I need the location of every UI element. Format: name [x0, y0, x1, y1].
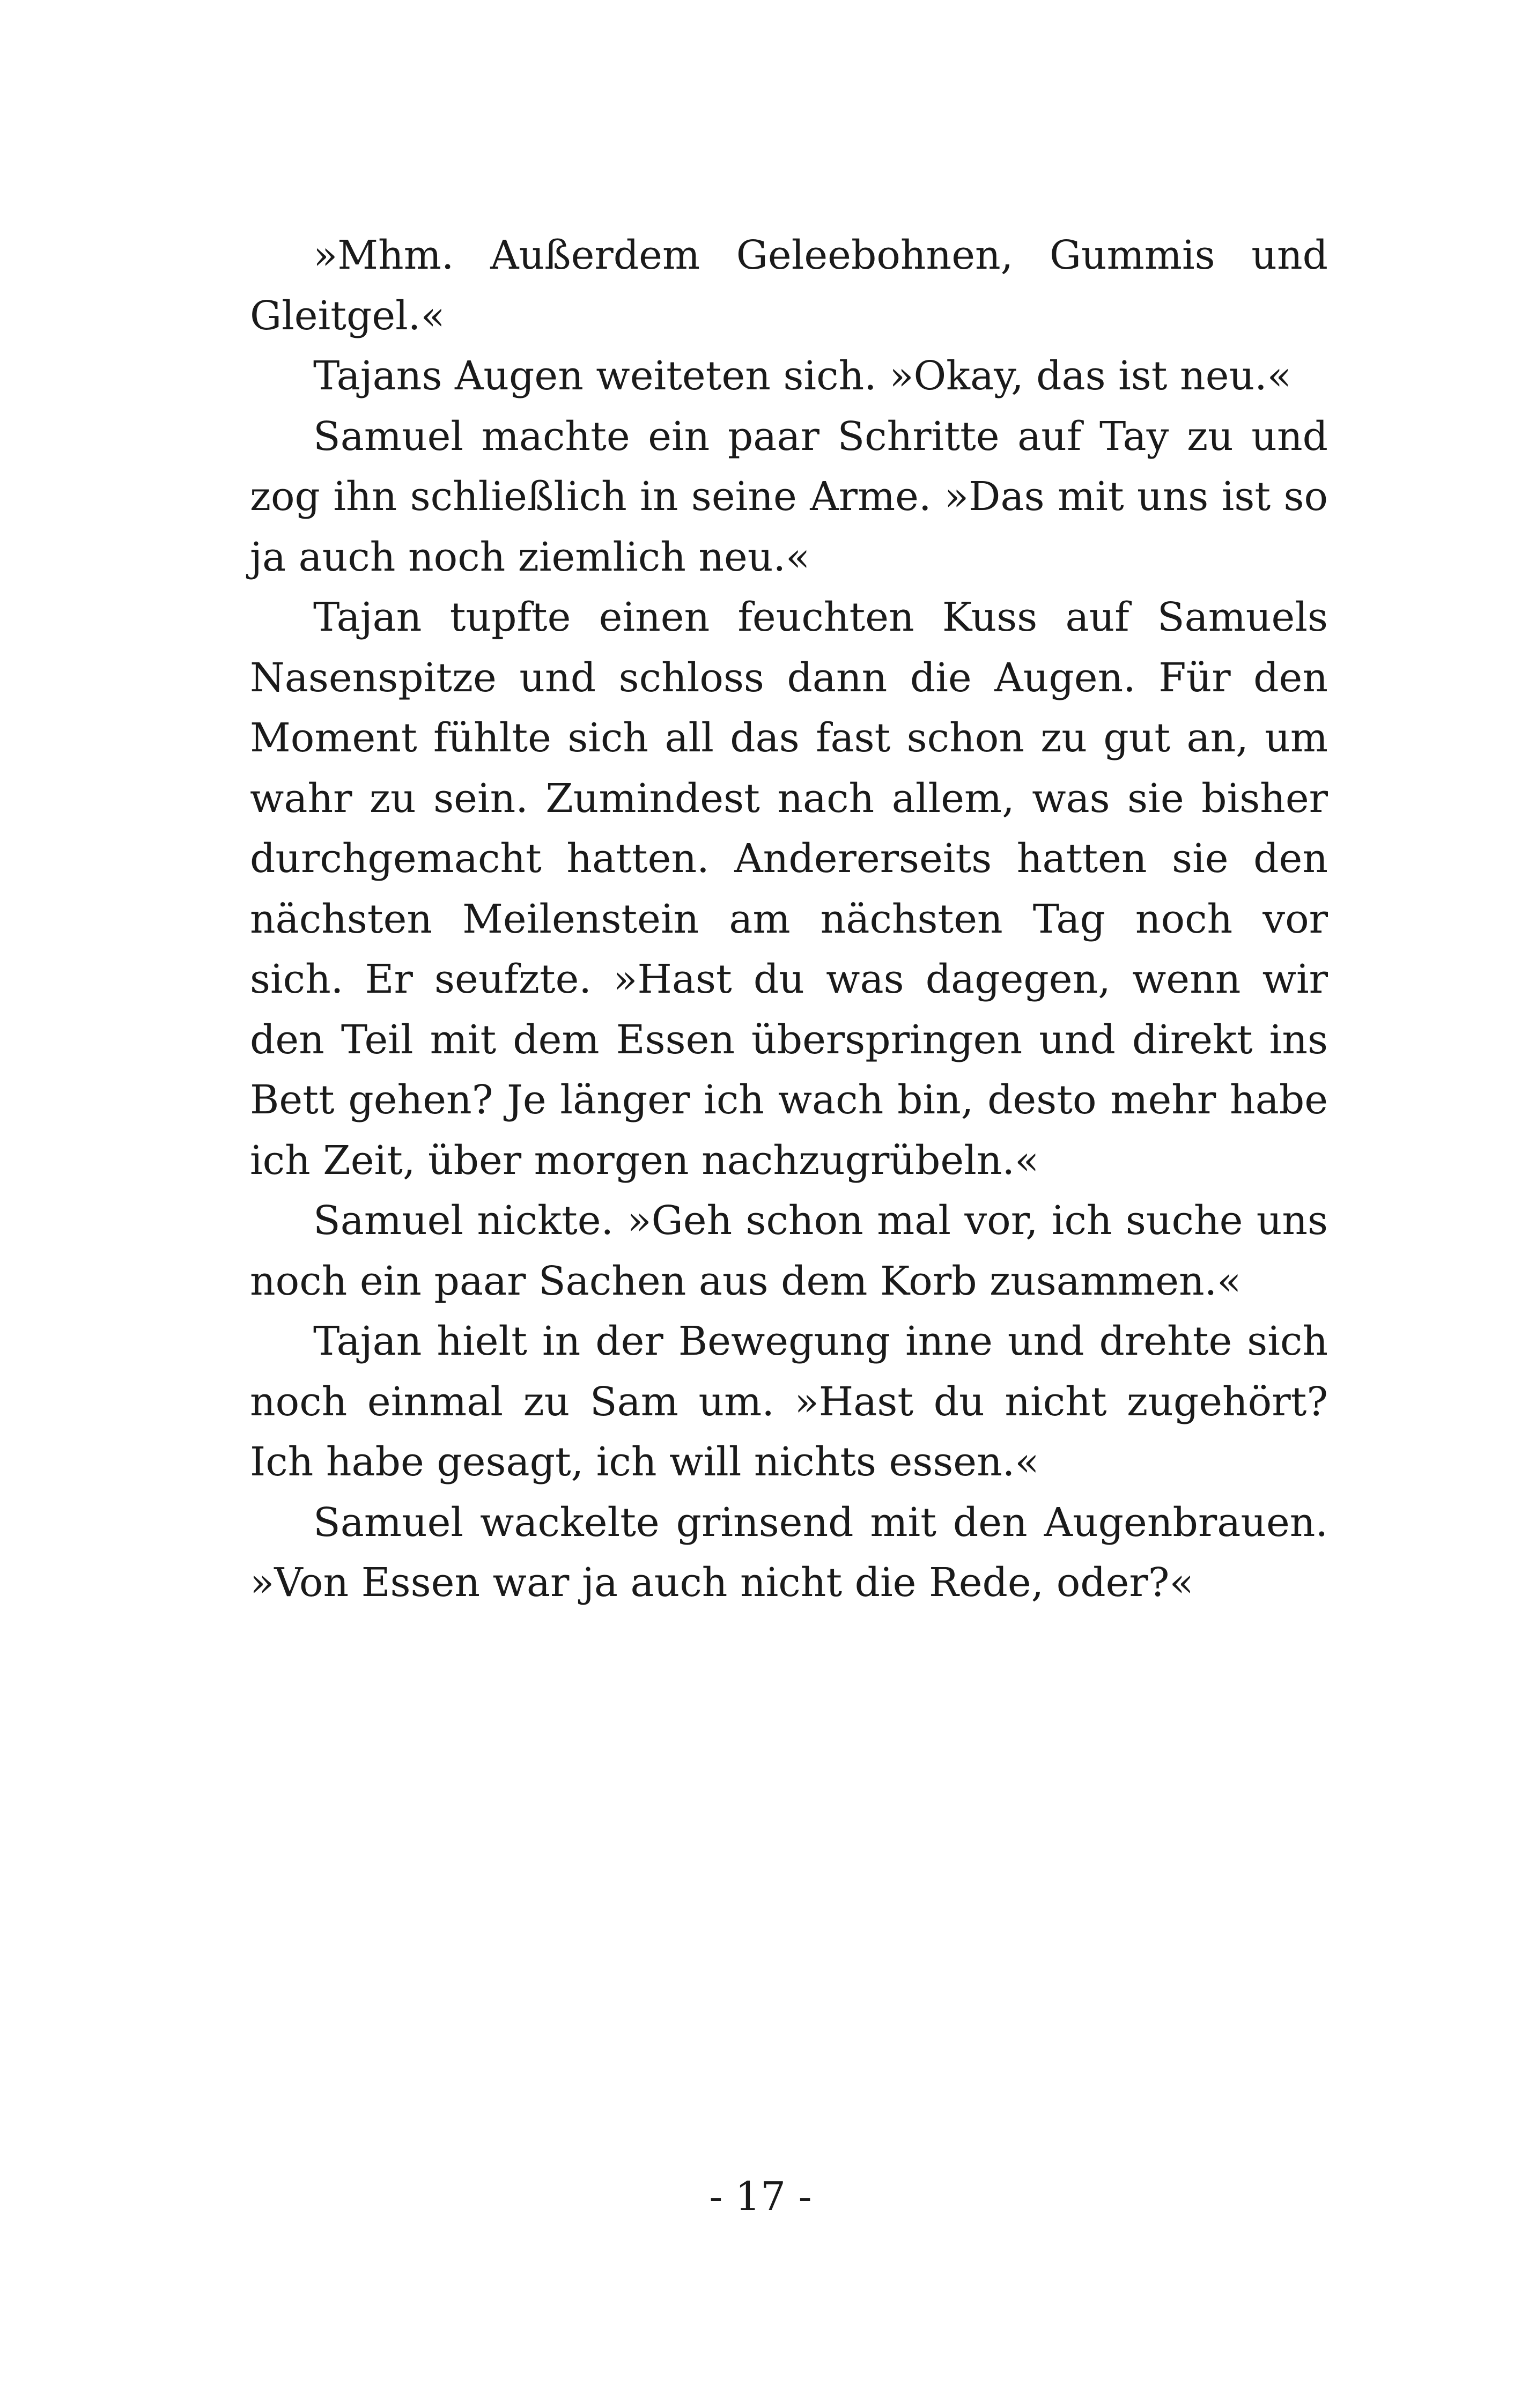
paragraph: Tajans Augen weiteten sich. »Okay, das ist neu.« [313, 353, 1291, 399]
paragraph: Samuel machte ein paar Schritte auf Tay zu und zog ihn schließlich in seine Arme. »Das mit uns ist so ja auch noch ziemlich neu.« [250, 413, 1328, 580]
paragraph: Samuel wackelte grinsend mit den Augenbrauen. »Von Essen war ja auch nicht die Rede, oder?« [250, 1499, 1328, 1606]
paragraph: Tajan hielt in der Bewegung inne und drehte sich noch einmal zu Sam um. »Hast du nicht zugehört? Ich habe gesagt, ich will nichts essen.« [250, 1318, 1328, 1485]
paragraph: Samuel nickte. »Geh schon mal vor, ich suche uns noch ein paar Sachen aus dem Korb zusammen.« [250, 1198, 1328, 1304]
body-text [250, 225, 1328, 1613]
paragraph: Tajan tupfte einen feuchten Kuss auf Samuels Nasenspitze und schloss dann die Augen. Für den Moment fühlte sich all das fast schon zu gut an, um wahr zu sein. Zumindest nach allem, was sie bisher durchgemacht hatten. Andererseits hatten sie den nächsten Meilenstein am nächsten Tag noch vor sich. Er seufzte. »Hast du was dagegen, wenn wir den Teil mit dem Essen überspringen und direkt ins Bett gehen? Je länger ich wach bin, desto mehr habe ich Zeit, über morgen nachzugrübeln.« [250, 594, 1328, 1184]
page-number: - 17 - [709, 2174, 812, 2220]
paragraph: »Mhm. Außerdem Geleebohnen, Gummis und Gleitgel.« [250, 232, 1328, 339]
